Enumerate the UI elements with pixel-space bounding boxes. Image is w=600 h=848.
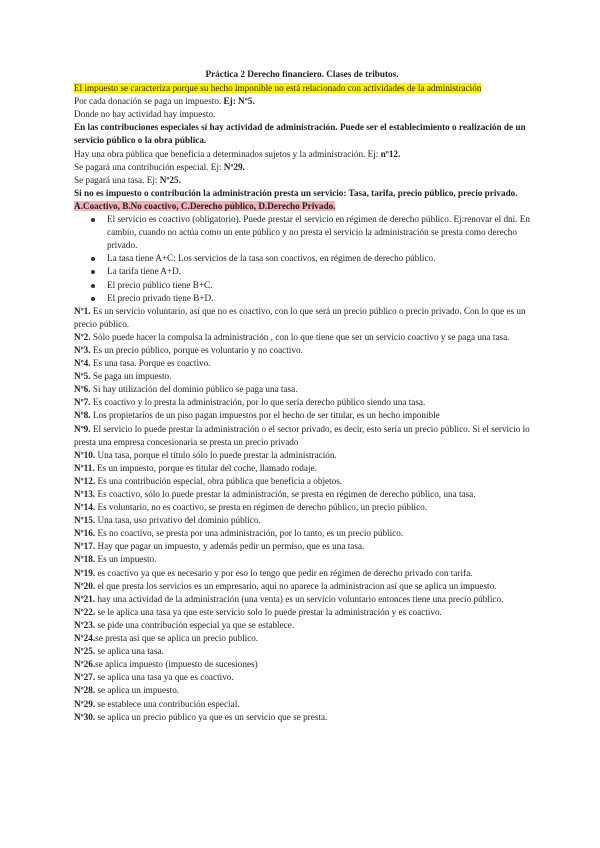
answer-item <box>74 684 530 697</box>
answer-item <box>74 711 530 724</box>
answer-item <box>74 475 530 488</box>
answer-number: Nº14. <box>74 502 96 513</box>
intro-line <box>74 121 530 147</box>
intro-highlight <box>74 82 530 95</box>
answer-item <box>74 357 530 370</box>
line-text: Se pagará una tasa. Ej: <box>74 174 160 185</box>
answer-text: se presta así que se aplica un precio publico. <box>95 633 259 644</box>
answer-item <box>74 540 530 553</box>
answer-text: Es un servicio voluntario, así que no es coactivo, con lo que será un precio público o precio privado. Con lo que es un precio público. <box>74 305 526 329</box>
answer-text: Es un precio público, porque es voluntario y no coactivo. <box>90 344 303 355</box>
intro-lines <box>74 95 530 200</box>
intro-line <box>74 108 530 121</box>
intro-line <box>74 161 530 174</box>
answer-text: Es coactivo y lo presta la administración, por lo que sería derecho público siendo una tasa. <box>90 397 426 408</box>
line-bold-text: Si no es impuesto o contribución la administración presta un servicio: Tasa, tarifa, precio público, precio privado. <box>74 187 518 198</box>
options-highlight-text: A.Coactivo, B.No coactivo, C.Derecho público, D.Derecho Privado. <box>74 200 336 211</box>
answer-number: Nº23. <box>74 619 96 630</box>
answer-item <box>74 632 530 645</box>
line-bold-text: Nº25. <box>159 174 181 185</box>
answer-text: se establece una contribución especial. <box>95 698 240 709</box>
answer-number: Nº12. <box>74 475 96 486</box>
line-bold-text: En las contribuciones especiales sí hay actividad de administración. Puede ser el establecimiento o realización de un servicio público o la obra pública. <box>74 122 526 146</box>
answer-item <box>74 449 530 462</box>
answer-text: Es una contribución especial, obra pública que beneficia a objetos. <box>95 475 343 486</box>
answer-text: se aplica una tasa ya que es coactivo. <box>95 672 234 683</box>
answer-number: Nº26. <box>74 659 96 670</box>
answer-item <box>74 488 530 501</box>
answer-item <box>74 593 530 606</box>
answer-number: Nº5. <box>74 371 91 382</box>
answer-item <box>74 567 530 580</box>
answer-number: Nº13. <box>74 489 96 499</box>
intro-line <box>74 174 530 187</box>
answer-item <box>74 423 530 449</box>
line-text: Se pagará una contribución especial. Ej: <box>74 161 224 172</box>
answer-number: Nº28. <box>74 685 96 696</box>
answer-text: se aplica una tasa. <box>95 646 164 657</box>
answer-text: Hay que pagar un impuesto, y además pedir un permiso, que es una tasa. <box>95 541 365 552</box>
line-bold-text: Nº29. <box>223 161 245 172</box>
answer-item <box>74 606 530 619</box>
answer-number: Nº16. <box>74 528 96 539</box>
answer-number: Nº9. <box>74 423 91 434</box>
answers-list <box>74 305 530 724</box>
answer-text: se pide una contribución especial ya que se establece. <box>95 619 295 630</box>
bullet-item: La tarifa tiene A+D. <box>74 265 530 278</box>
answer-text: se le aplica una tasa ya que este servicio solo lo puede prestar la administración y es coactivo. <box>95 606 442 617</box>
bullet-item: El servicio es coactivo (obligatorio). Puede prestar el servicio en régimen de derecho público. Ej:renovar el dni. En cambio, cuando no actúa como un ente público y no presta el servicio la administración se presta como derecho privado. <box>74 213 530 252</box>
answer-item <box>74 383 530 396</box>
answer-number: Nº1. <box>74 305 91 316</box>
answer-item <box>74 553 530 566</box>
answer-number: Nº25. <box>74 646 96 657</box>
answer-item <box>74 658 530 671</box>
options-line <box>74 200 530 213</box>
answer-text: se aplica impuesto (impuesto de sucesiones) <box>95 659 258 670</box>
answer-number: Nº7. <box>74 397 91 408</box>
answer-text: Es no coactivo, se presta por una administración, por lo tanto, es un precio público. <box>95 528 404 539</box>
bullet-list <box>74 213 530 305</box>
intro-line <box>74 148 530 161</box>
answer-item <box>74 698 530 711</box>
answer-text: El servicio lo puede prestar la administración o el sector privado, es decir, esto sería un precio público. Si el servicio lo presta una empresa concesionaria se presta un precio privado <box>74 423 530 447</box>
line-bold-text: Ej: Nº5. <box>223 96 255 107</box>
answer-item <box>74 344 530 357</box>
answer-item <box>74 514 530 527</box>
answer-text: es coactivo ya que es necesario y por eso lo tengo que pedir en régimen de derecho privado con tarifa. <box>95 567 473 578</box>
answer-item <box>74 671 530 684</box>
answer-item <box>74 645 530 658</box>
answer-number: Nº15. <box>74 515 96 526</box>
answer-item <box>74 370 530 383</box>
answer-item <box>74 462 530 475</box>
answer-text: Se paga un impuesto. <box>90 371 172 382</box>
page-title: Práctica 2 Derecho financiero. Clases de tributos. <box>205 69 399 79</box>
answer-number: Nº4. <box>74 358 91 369</box>
answer-item <box>74 305 530 331</box>
answer-number: Nº20. <box>74 580 96 591</box>
answer-text: Una tasa, uso privativo del dominio público. <box>95 515 261 526</box>
answer-number: Nº11. <box>74 462 95 473</box>
answer-item <box>74 580 530 593</box>
answer-number: Nº10. <box>74 449 96 460</box>
answer-number: Nº27. <box>74 672 96 683</box>
answer-text: Si hay utilización del dominio público se paga una tasa. <box>90 384 298 395</box>
answer-text: hay una actividad de la administración (una venta) es un servicio voluntario entonces tiene una precio público. <box>95 593 504 604</box>
intro-highlight-text: El impuesto se caracteriza porque su hecho imponible no está relacionado con actividades de la administración <box>74 83 482 94</box>
line-bold-text: nº12. <box>380 148 401 159</box>
bullet-item: La tasa tiene A+C: Los servicios de la tasa son coactivos, en régimen de derecho público. <box>74 252 530 265</box>
line-text: Hay una obra pública que beneficia a determinados sujetos y la administración. Ej: <box>74 148 381 159</box>
answer-text: Es un impuesto. <box>95 554 157 565</box>
answer-number: Nº30. <box>74 711 96 722</box>
bullet-item: El precio público tiene B+C. <box>74 279 530 292</box>
answer-text: Los propietarios de un piso pagan impuestos por el hecho de ser titular, es un hecho imponible <box>90 410 440 421</box>
answer-text: el que presta los servicios es un empresario, aquí no aparece la administracion así que se aplica un impuesto. <box>95 580 497 591</box>
answer-text: Es voluntario, no es coactivo, se presta en régimen de derecho público, un precio público. <box>95 502 428 513</box>
answer-number: Nº19. <box>74 567 96 578</box>
answer-text: Una tasa, porque el título sólo lo puede prestar la administración. <box>95 449 337 460</box>
intro-line <box>74 187 530 200</box>
answer-item <box>74 501 530 514</box>
answer-number: Nº29. <box>74 698 96 709</box>
line-text: Donde no hay actividad hay impuesto. <box>74 109 216 120</box>
answer-number: Nº18. <box>74 554 96 565</box>
answer-text: se aplica un precio público ya que es un servicio que se presta. <box>95 711 328 722</box>
answer-text: Es coactivo, sólo lo puede prestar la administración, se presta en régimen de derecho público, una tasa. <box>95 489 476 499</box>
answer-text: se aplica un impuesto. <box>95 685 180 696</box>
answer-text: Sólo puede hacer la compulsa la administración , con lo que tiene que ser un servicio coactivo y se paga una tasa. <box>90 331 510 342</box>
answer-item <box>74 619 530 632</box>
answer-number: Nº2. <box>74 331 91 342</box>
answer-item <box>74 409 530 422</box>
bullet-item: El precio privado tiene B+D. <box>74 292 530 305</box>
answer-item <box>74 527 530 540</box>
answer-item <box>74 331 530 344</box>
line-text: Por cada donación se paga un impuesto. <box>74 96 224 107</box>
answer-number: Nº6. <box>74 384 91 395</box>
answer-number: Nº21. <box>74 593 96 604</box>
answer-text: Es un impuesto, porque es titular del coche, llamado rodaje. <box>94 462 317 473</box>
answer-number: Nº24. <box>74 633 96 644</box>
answer-number: Nº17. <box>74 541 96 552</box>
answer-text: Es una tasa. Porque es coactivo. <box>90 358 211 369</box>
answer-number: Nº3. <box>74 344 91 355</box>
answer-number: Nº22. <box>74 606 96 617</box>
intro-line <box>74 95 530 108</box>
answer-number: Nº8. <box>74 410 91 421</box>
answer-item <box>74 396 530 409</box>
